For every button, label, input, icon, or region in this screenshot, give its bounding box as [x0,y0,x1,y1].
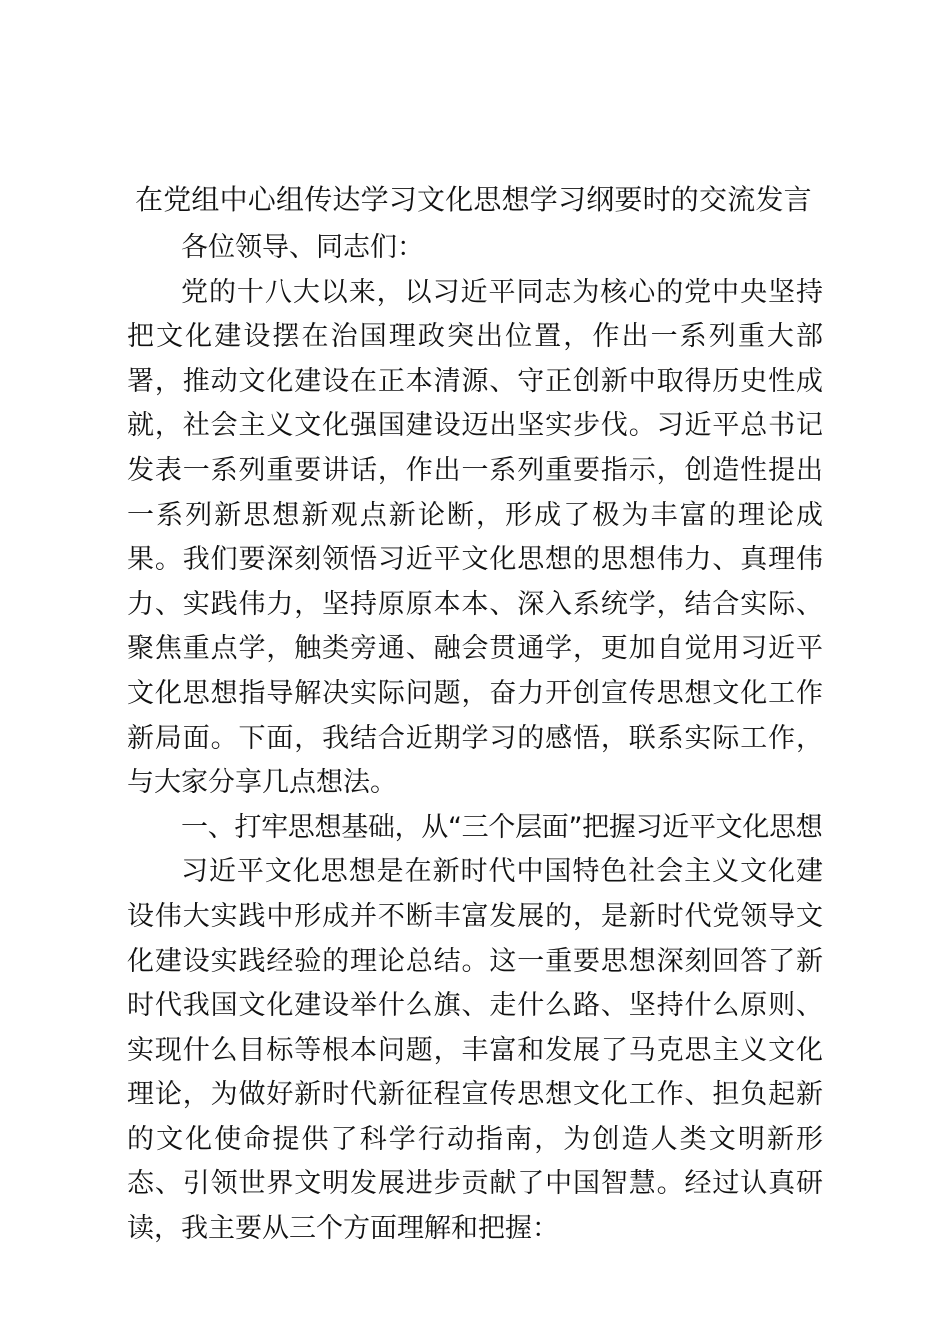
document-title: 在党组中心组传达学习文化思想学习纲要时的交流发言 [135,183,812,216]
document-body [127,226,823,1252]
salutation: 各位领导、同志们： [181,232,424,263]
section-heading: 一、打牢思想基础，从“三个层面”把握习近平文化思想 [181,811,823,843]
paragraph-section-1: 习近平文化思想是在新时代中国特色社会主义文化建设伟大实践中形成并不断丰富发展的，是新时代党领导文化建设实践经验的理论总结。这一重要思想深刻回答了新时代我国文化建设举什么旗、走什么路、坚持什么原则、实现什么目标等根本问题，丰富和发展了马克思主义文化理论，为做好新时代新征程宣传思想文化工作、担负起新的文化使命提供了科学行动指南，为创造人类文明新形态、引领世界文明发展进步贡献了中国智慧。经过认真研读，我主要从三个方面理解和把握： [127,856,823,1245]
paragraph-intro: 党的十八大以来，以习近平同志为核心的党中央坚持把文化建设摆在治国理政突出位置，作出一系列重大部署，推动文化建设在正本清源、守正创新中取得历史性成就，社会主义文化强国建设迈出坚实步伐。习近平总书记发表一系列重要讲话，作出一系列重要指示，创造性提出一系列新思想新观点新论断，形成了极为丰富的理论成果。我们要深刻领悟习近平文化思想的思想伟力、真理伟力、实践伟力，坚持原原本本、深入系统学，结合实际、聚焦重点学，触类旁通、融会贯通学，更加自觉用习近平文化思想指导解决实际问题，奋力开创宣传思想文化工作新局面。下面，我结合近期学习的感悟，联系实际工作，与大家分享几点想法。 [127,276,823,799]
